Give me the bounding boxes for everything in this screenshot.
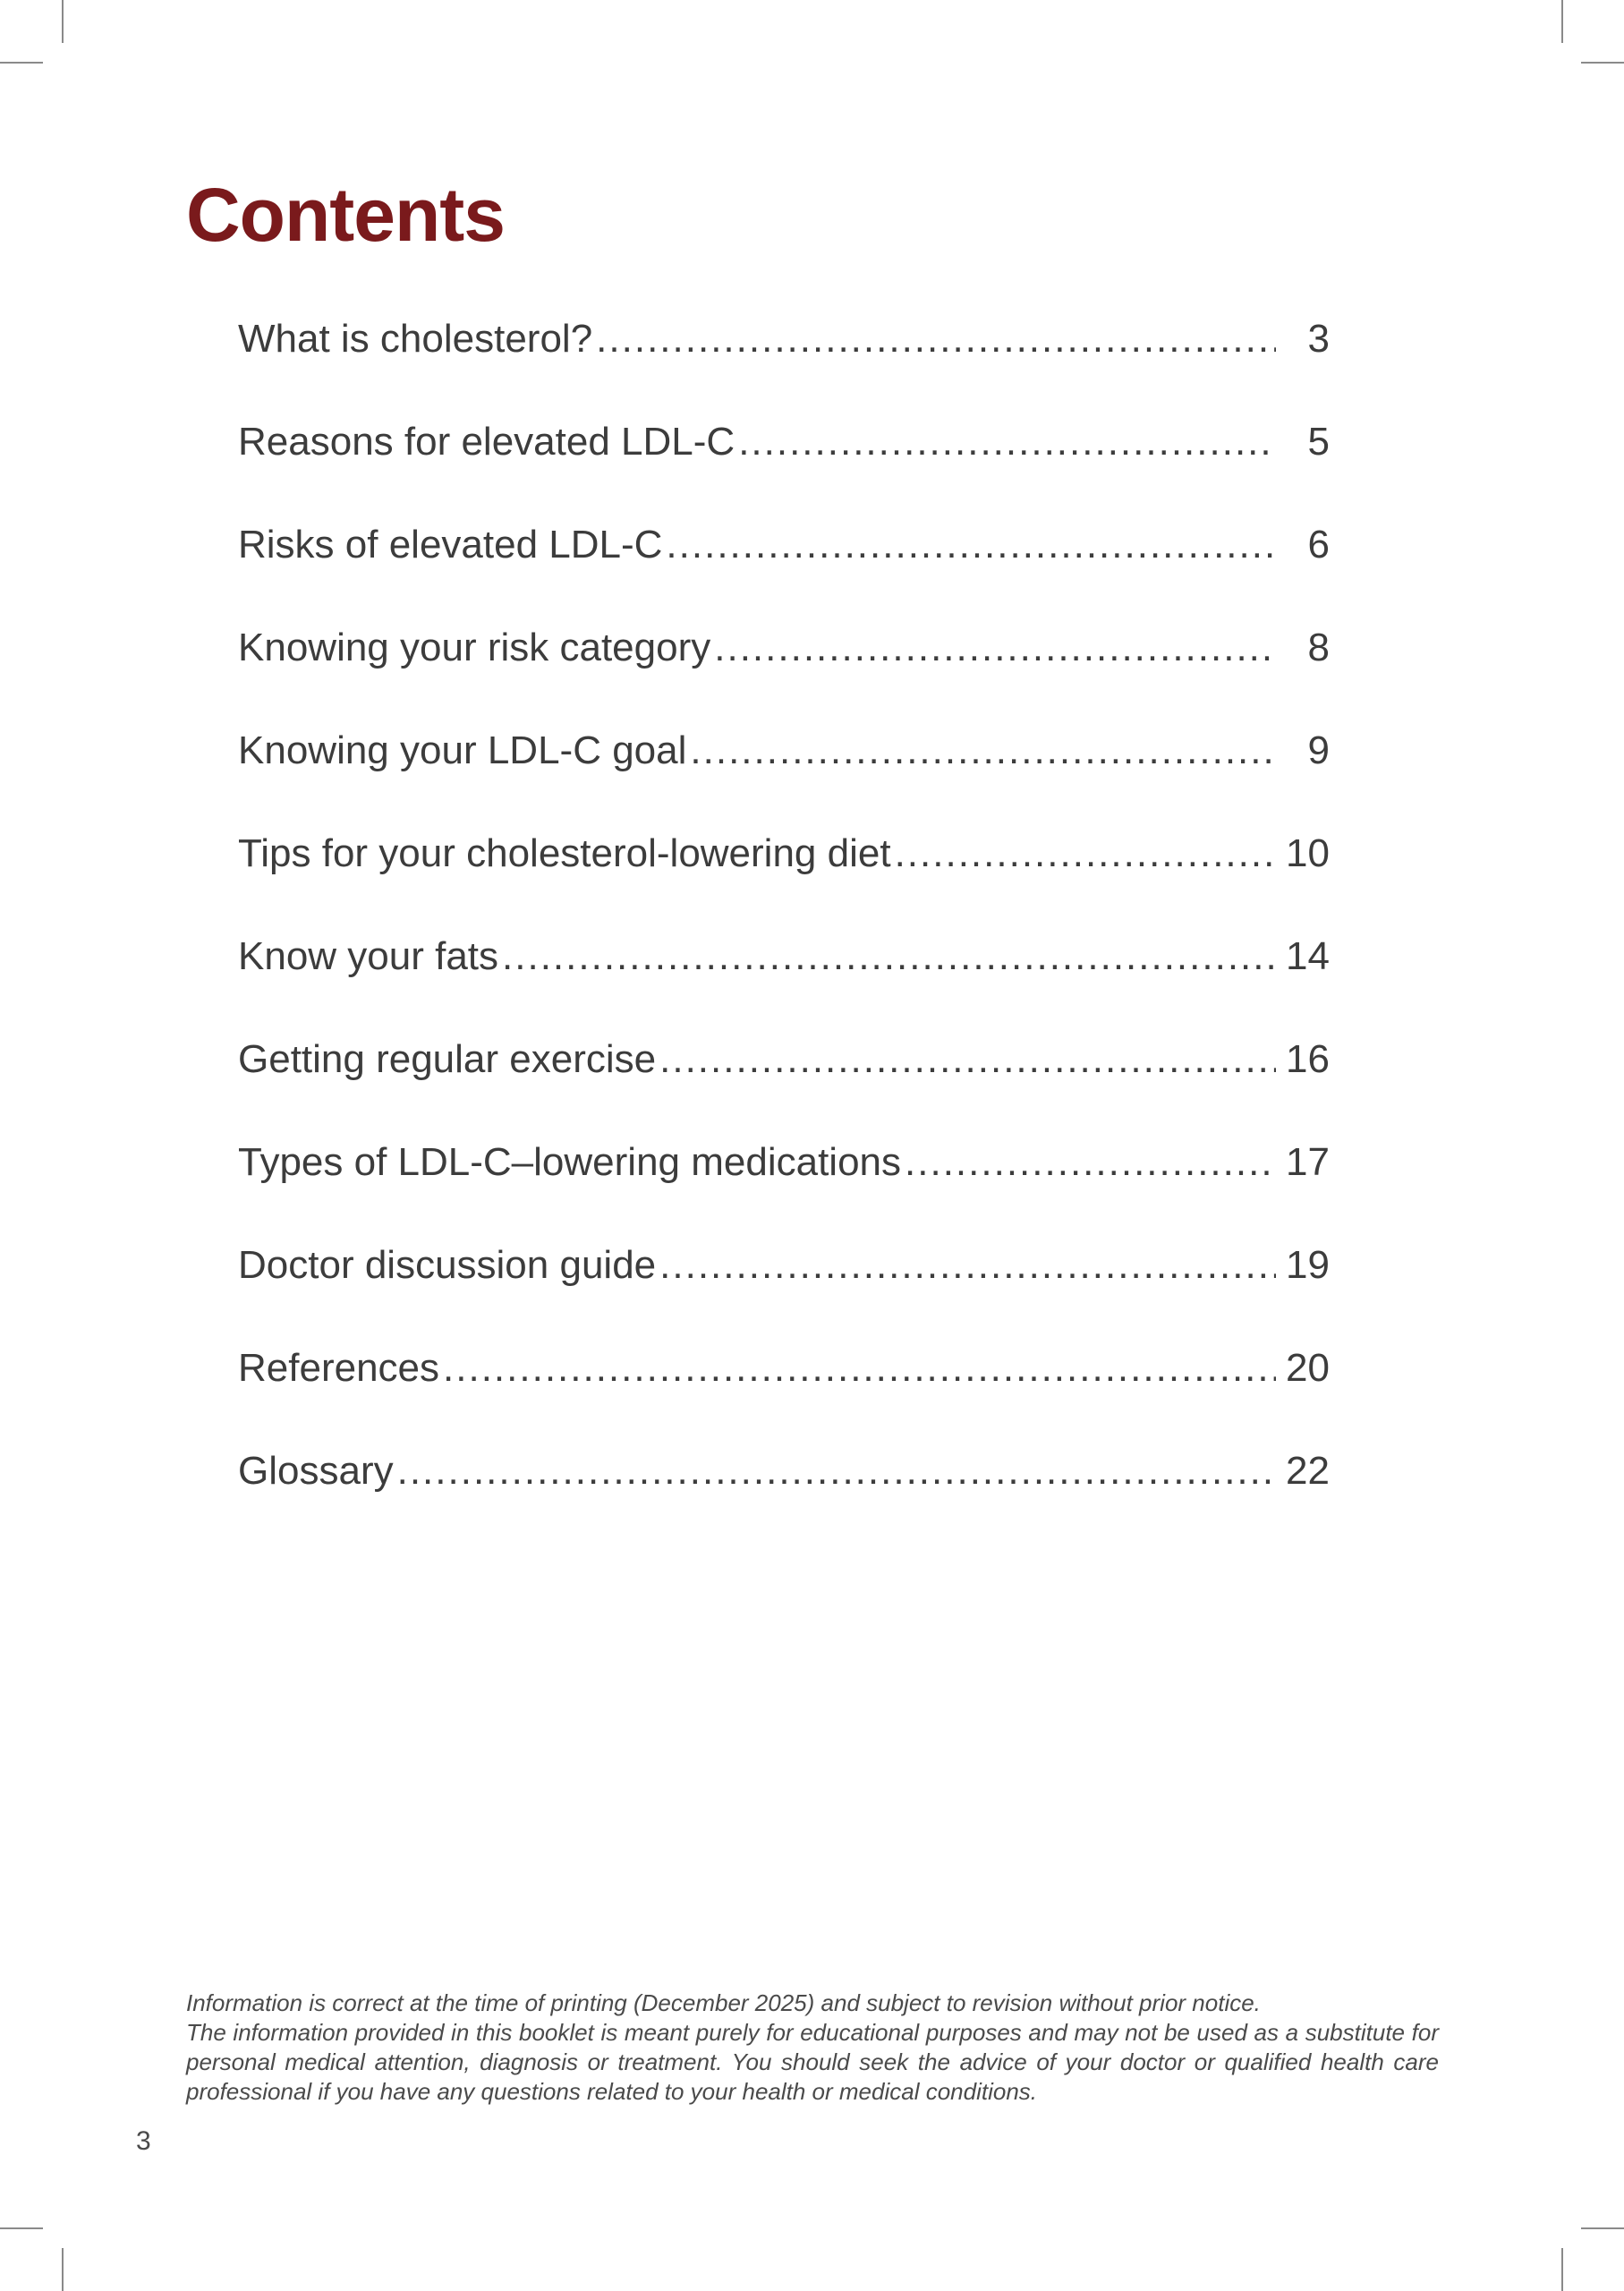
toc-entry[interactable] <box>238 925 1330 1028</box>
toc-entry[interactable] <box>238 308 1330 411</box>
toc-entry-page-number: 8 <box>1307 626 1330 669</box>
toc-entry[interactable] <box>238 1028 1330 1131</box>
crop-mark-top-right-horizontal <box>1581 62 1624 64</box>
toc-dot-leader <box>397 1440 1276 1503</box>
toc-entry[interactable] <box>238 1234 1330 1337</box>
toc-entry-label: Know your fats <box>238 934 499 978</box>
toc-entry-page-number: 20 <box>1286 1346 1330 1390</box>
toc-dot-leader <box>666 514 1276 576</box>
crop-mark-top-left-horizontal <box>0 62 43 64</box>
toc-entry[interactable] <box>238 514 1330 617</box>
toc-entry[interactable] <box>238 1337 1330 1440</box>
disclaimer-line-2: The information provided in this booklet is meant purely for educational purposes and may not be used as a substitute for personal medical attention, diagnosis or treatment. You should seek the advice of your doctor or qualified health care professional if you have any questions related to your health or medical conditions. <box>186 2019 1439 2105</box>
toc-entry-page-number: 3 <box>1307 317 1330 361</box>
toc-dot-leader <box>443 1337 1276 1400</box>
toc-entry-label: Knowing your LDL-C goal <box>238 728 687 772</box>
crop-mark-bottom-right-vertical <box>1561 2248 1563 2291</box>
toc-entry-page-number: 14 <box>1286 934 1330 978</box>
toc-entry[interactable] <box>238 411 1330 514</box>
toc-entry-label: Tips for your cholesterol-lowering diet <box>238 831 891 875</box>
toc-entry[interactable] <box>238 617 1330 720</box>
toc-entry[interactable] <box>238 720 1330 822</box>
disclaimer-line-1: Information is correct at the time of printing (December 2025) and subject to revision without prior notice. <box>186 1989 1261 2016</box>
toc-entry-page-number: 9 <box>1307 728 1330 772</box>
toc-dot-leader <box>905 1131 1276 1194</box>
crop-mark-bottom-left-vertical <box>62 2248 64 2291</box>
page-number: 3 <box>136 2126 151 2156</box>
toc-dot-leader <box>596 308 1276 370</box>
crop-mark-top-right-vertical <box>1561 0 1563 43</box>
page-title: Contents <box>186 173 505 257</box>
crop-mark-top-left-vertical <box>62 0 64 43</box>
toc-dot-leader <box>714 617 1276 679</box>
crop-mark-bottom-left-horizontal <box>0 2227 43 2229</box>
toc-entry-label: Knowing your risk category <box>238 626 711 669</box>
toc-entry-label: Risks of elevated LDL-C <box>238 523 663 566</box>
table-of-contents <box>238 308 1330 1543</box>
toc-dot-leader <box>659 1028 1276 1091</box>
toc-dot-leader <box>502 925 1276 988</box>
toc-entry[interactable] <box>238 1440 1330 1543</box>
toc-entry-label: References <box>238 1346 440 1390</box>
toc-entry-label: Types of LDL-C–lowering medications <box>238 1140 902 1184</box>
toc-entry-page-number: 5 <box>1307 420 1330 464</box>
toc-dot-leader <box>659 1234 1276 1297</box>
toc-dot-leader <box>738 411 1276 473</box>
toc-entry-page-number: 16 <box>1286 1037 1330 1081</box>
toc-entry-label: Getting regular exercise <box>238 1037 657 1081</box>
toc-dot-leader <box>895 822 1276 885</box>
toc-entry[interactable] <box>238 1131 1330 1234</box>
toc-entry-label: Doctor discussion guide <box>238 1243 657 1287</box>
toc-entry-page-number: 6 <box>1307 523 1330 566</box>
toc-entry-label: What is cholesterol? <box>238 317 593 361</box>
crop-mark-bottom-right-horizontal <box>1581 2227 1624 2229</box>
disclaimer <box>186 1989 1439 2107</box>
toc-entry-page-number: 17 <box>1286 1140 1330 1184</box>
toc-entry-page-number: 19 <box>1286 1243 1330 1287</box>
toc-entry-page-number: 10 <box>1286 831 1330 875</box>
toc-entry-label: Reasons for elevated LDL-C <box>238 420 735 464</box>
toc-entry[interactable] <box>238 822 1330 925</box>
toc-entry-page-number: 22 <box>1286 1449 1330 1493</box>
toc-entry-label: Glossary <box>238 1449 394 1493</box>
toc-dot-leader <box>690 720 1276 782</box>
